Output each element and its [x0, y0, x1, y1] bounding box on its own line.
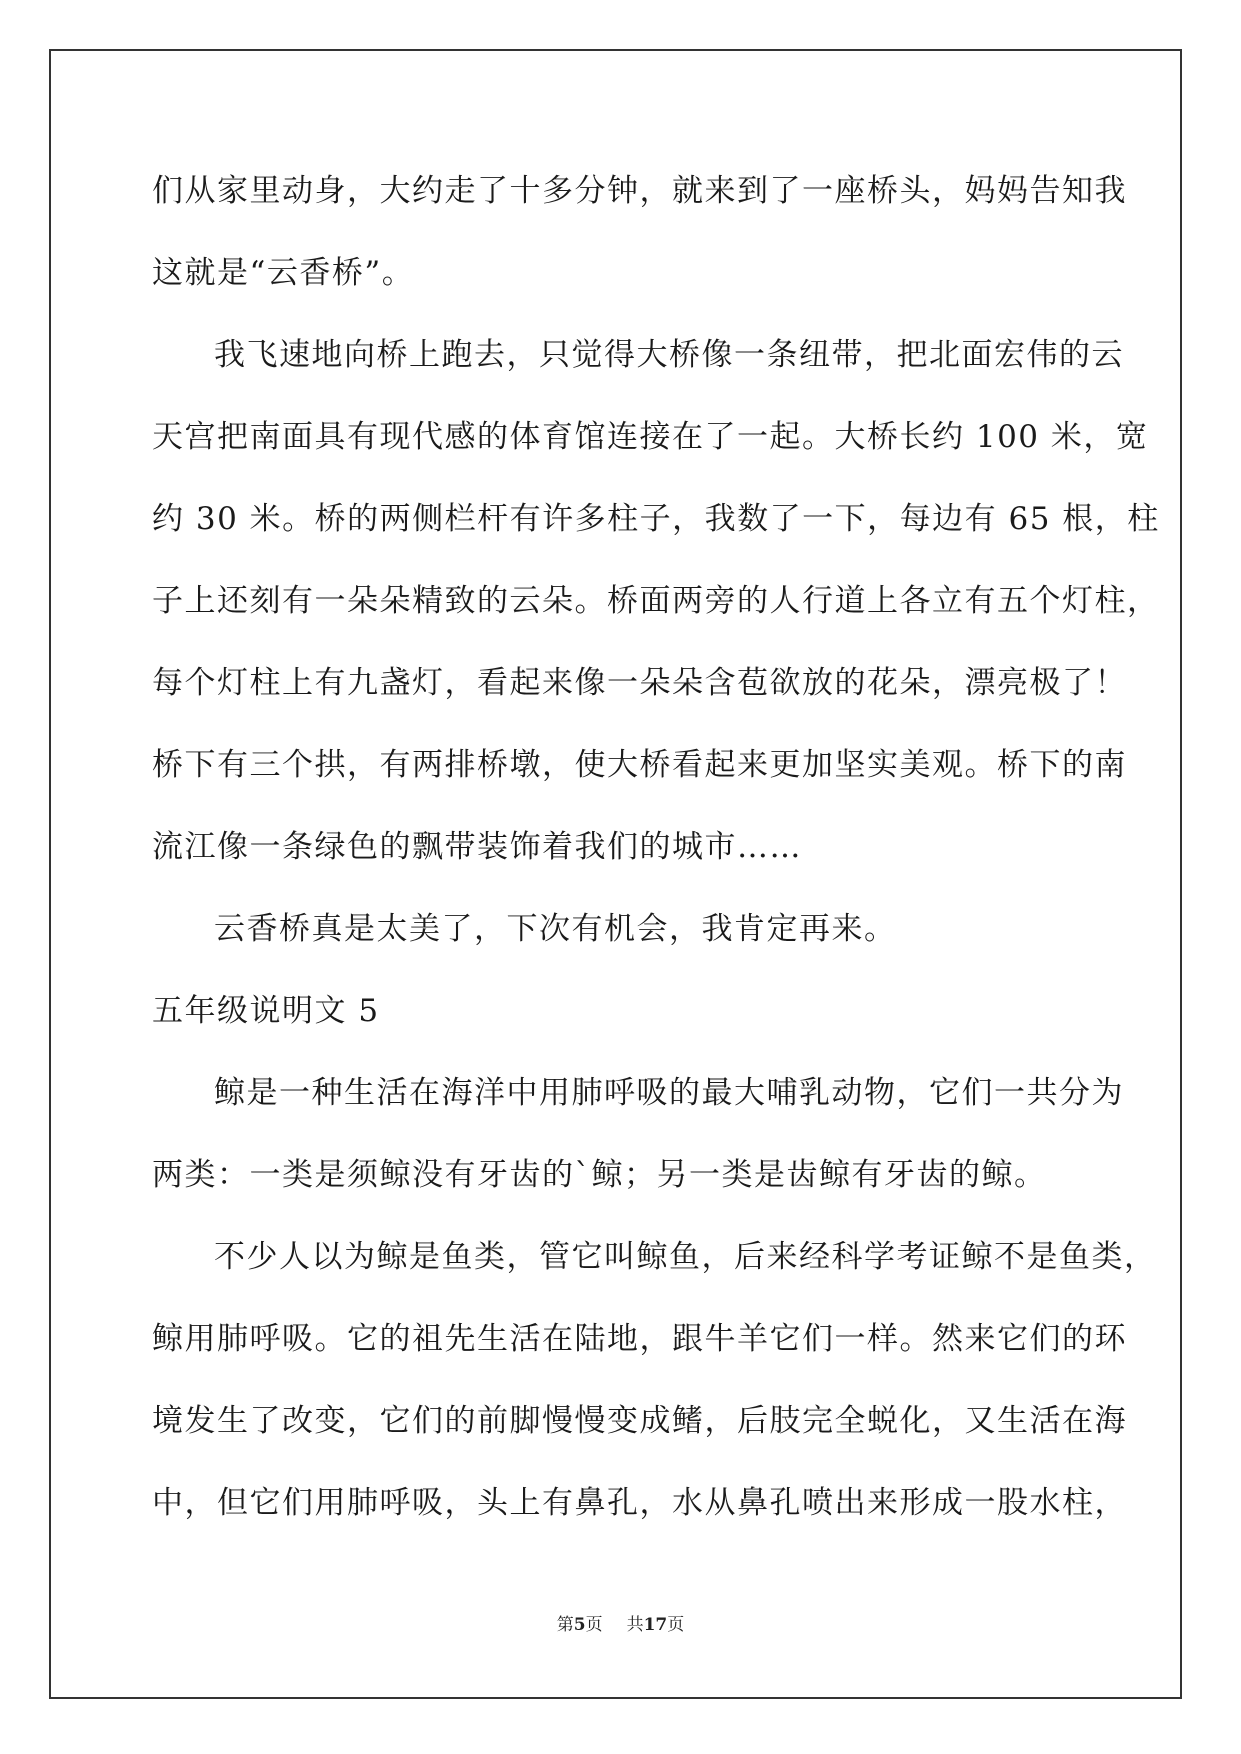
- text-line: 鲸用肺呼吸。它的祖先生活在陆地，跟牛羊它们一样。然来它们的环: [152, 1321, 1127, 1357]
- text-line: 桥下有三个拱，有两排桥墩，使大桥看起来更加坚实美观。桥下的南: [152, 747, 1127, 783]
- text-line: 们从家里动身，大约走了十多分钟，就来到了一座桥头，妈妈告知我: [152, 173, 1127, 209]
- page-footer: [0, 1610, 1241, 1635]
- document-body: [152, 150, 1160, 1544]
- text-line: 境发生了改变，它们的前脚慢慢变成鳍，后肢完全蜕化，又生活在海: [152, 1403, 1127, 1439]
- page-prefix: 第: [556, 1615, 574, 1635]
- paragraph-start: 云香桥真是太美了，下次有机会，我肯定再来。: [214, 911, 897, 947]
- page-number: 5: [573, 1615, 586, 1635]
- page-suffix: 页: [585, 1615, 603, 1635]
- text-line: 约 30 米。桥的两侧栏杆有许多柱子，我数了一下，每边有 65 根，柱: [152, 501, 1160, 537]
- text-line: 两类：一类是须鲸没有牙齿的`鲸；另一类是齿鲸有牙齿的鲸。: [152, 1157, 1047, 1193]
- text-line: 流江像一条绿色的飘带装饰着我们的城市……: [152, 829, 802, 865]
- text-line: 每个灯柱上有九盏灯，看起来像一朵朵含苞欲放的花朵，漂亮极了！: [152, 665, 1127, 701]
- paragraph-start: 不少人以为鲸是鱼类，管它叫鲸鱼，后来经科学考证鲸不是鱼类，: [214, 1239, 1157, 1275]
- text-line: 天宫把南面具有现代感的体育馆连接在了一起。大桥长约 100 米，宽: [152, 419, 1149, 455]
- total-pages: 17: [643, 1615, 668, 1635]
- paragraph-start: 鲸是一种生活在海洋中用肺呼吸的最大哺乳动物，它们一共分为: [214, 1075, 1124, 1111]
- text-line: 中，但它们用肺呼吸，头上有鼻孔，水从鼻孔喷出来形成一股水柱，: [152, 1485, 1127, 1521]
- total-suffix: 页: [667, 1615, 685, 1635]
- total-prefix: 共: [626, 1615, 644, 1635]
- section-heading: 五年级说明文 5: [152, 993, 380, 1029]
- paragraph-start: 我飞速地向桥上跑去，只觉得大桥像一条纽带，把北面宏伟的云: [214, 337, 1124, 373]
- text-line: 子上还刻有一朵朵精致的云朵。桥面两旁的人行道上各立有五个灯柱，: [152, 583, 1160, 619]
- text-line: 这就是“云香桥”。: [152, 255, 415, 291]
